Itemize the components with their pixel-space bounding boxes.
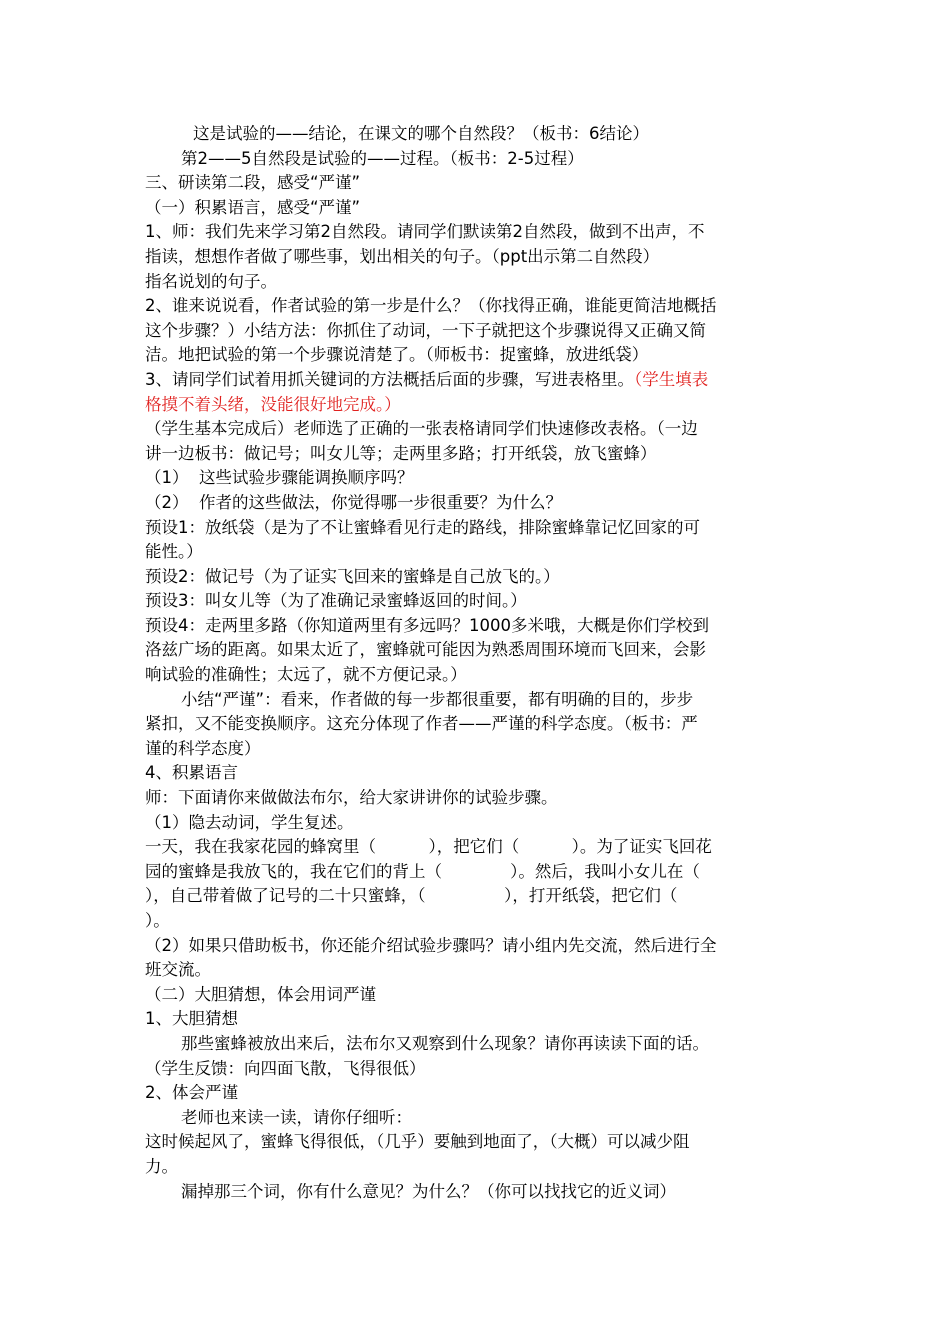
paragraph-line: 能性。） bbox=[145, 542, 203, 562]
paragraph-line: 师：下面请你来做做法布尔，给大家讲讲你的试验步骤。 bbox=[145, 788, 558, 808]
paragraph-line: 那些蜜蜂被放出来后，法布尔又观察到什么现象？请你再读读下面的话。 bbox=[181, 1033, 709, 1053]
paragraph-line: 第2——5自然段是试验的——过程。（板书：2-5过程） bbox=[181, 148, 584, 168]
paragraph-line: 讲一边板书：做记号；叫女儿等；走两里多路；打开纸袋，放飞蜜蜂） bbox=[145, 443, 657, 463]
paragraph-line: 指读，想想作者做了哪些事，划出相关的句子。（ppt出示第二自然段） bbox=[145, 246, 660, 266]
section-heading: 2、体会严谨 bbox=[145, 1083, 238, 1103]
paragraph-line: 谨的科学态度） bbox=[145, 738, 261, 758]
question-line: （2） 作者的这些做法，你觉得哪一步很重要？为什么？ bbox=[145, 492, 562, 512]
paragraph-line: 紧扣，又不能变换顺序。这充分体现了作者——严谨的科学态度。（板书：严 bbox=[145, 714, 698, 734]
paragraph-line: 预设4：走两里多路（你知道两里有多远吗？1000多米哦，大概是你们学校到 bbox=[145, 615, 709, 635]
paragraph-line: 洁。地把试验的第一个步骤说清楚了。（师板书：捉蜜蜂，放进纸袋） bbox=[145, 345, 649, 365]
fill-blank-line: 园的蜜蜂是我放飞的，我在它们的背上（ ）。然后，我叫小女儿在（ bbox=[145, 861, 700, 881]
paragraph-line: 2、谁来说说看，作者试验的第一步是什么？（你找得正确，谁能更简洁地概括 bbox=[145, 296, 717, 316]
highlight-note: （学生填表 bbox=[634, 369, 709, 389]
paragraph-line: 漏掉那三个词，你有什么意见？为什么？（你可以找找它的近义词） bbox=[181, 1181, 676, 1201]
section-heading: 4、积累语言 bbox=[145, 763, 238, 783]
paragraph-line: （学生基本完成后）老师选了正确的一张表格请同学们快速修改表格。（一边 bbox=[145, 419, 698, 439]
paragraph-line: 这个步骤？）小结方法：你抓住了动词，一下子就把这个步骤说得又正确又简 bbox=[145, 320, 706, 340]
paragraph-line: 1、师：我们先来学习第2自然段。请同学们默读第2自然段，做到不出声，不 bbox=[145, 222, 705, 242]
section-heading: 1、大胆猜想 bbox=[145, 1009, 238, 1029]
paragraph-line: 这是试验的——结论，在课文的哪个自然段？（板书：6结论） bbox=[193, 124, 649, 143]
paragraph-line: 响试验的准确性；太远了，就不方便记录。） bbox=[145, 665, 467, 685]
paragraph-line: 预设3：叫女儿等（为了准确记录蜜蜂返回的时间。） bbox=[145, 591, 527, 611]
subsection-heading: （一）积累语言，感受“严谨” bbox=[145, 197, 361, 217]
paragraph-line: 预设2：做记号（为了证实飞回来的蜜蜂是自己放飞的。） bbox=[145, 566, 560, 586]
paragraph-line: 班交流。 bbox=[145, 960, 211, 980]
paragraph-text: 3、请同学们试着用抓关键词的方法概括后面的步骤，写进表格里。 bbox=[145, 369, 634, 389]
highlight-note: 格摸不着头绪，没能很好地完成。） bbox=[145, 394, 401, 414]
paragraph-line: 老师也来读一读，请你仔细听： bbox=[181, 1107, 412, 1127]
paragraph-line: 预设1：放纸袋（是为了不让蜜蜂看见行走的路线，排除蜜蜂靠记忆回家的可 bbox=[145, 517, 700, 537]
fill-blank-line: ）。 bbox=[145, 911, 170, 930]
paragraph-line: 洛兹广场的距离。如果太近了，蜜蜂就可能因为熟悉周围环境而飞回来，会影 bbox=[145, 640, 706, 660]
fill-blank-line: 一天，我在我家花园的蜂窝里（ ），把它们（ ）。为了证实飞回花 bbox=[145, 837, 712, 857]
paragraph-line: （学生反馈：向四面飞散，飞得很低） bbox=[145, 1058, 426, 1078]
document-page bbox=[145, 122, 807, 1204]
subsection-heading: （二）大胆猜想，体会用词严谨 bbox=[145, 984, 376, 1004]
paragraph-line: 小结“严谨”：看来，作者做的每一步都很重要，都有明确的目的，步步 bbox=[181, 689, 694, 709]
paragraph-line: （1）隐去动词，学生复述。 bbox=[145, 812, 354, 832]
paragraph-line: 指名说划的句子。 bbox=[145, 271, 277, 291]
fill-blank-line: ），自己带着做了记号的二十只蜜蜂，（ ），打开纸袋，把它们（ bbox=[145, 886, 678, 906]
section-heading: 三、研读第二段，感受“严谨” bbox=[145, 173, 361, 193]
paragraph-line: 这时候起风了，蜜蜂飞得很低，（几乎）要触到地面了，（大概）可以减少阻 bbox=[145, 1132, 690, 1152]
paragraph-line bbox=[145, 368, 807, 393]
paragraph-line: （2）如果只借助板书，你还能介绍试验步骤吗？请小组内先交流，然后进行全 bbox=[145, 935, 717, 955]
paragraph-line: 力。 bbox=[145, 1156, 178, 1176]
question-line: （1） 这些试验步骤能调换顺序吗？ bbox=[145, 468, 414, 488]
